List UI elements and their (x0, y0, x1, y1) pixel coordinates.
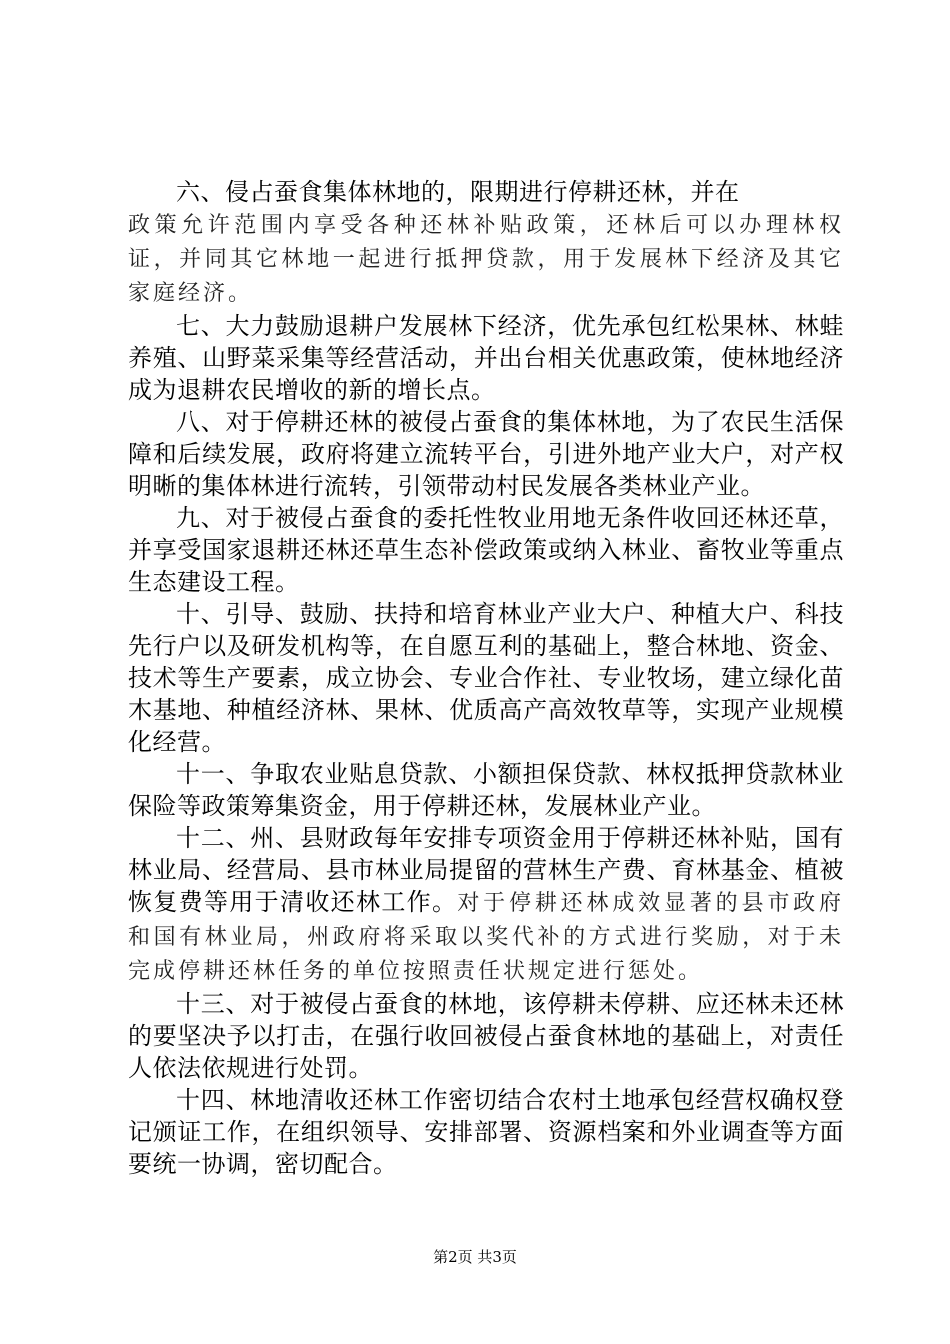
paragraph-9-text: 九、对于被侵占蚕食的委托性牧业用地无条件收回还林还草，并享受国家退耕还林还草生态补偿政策或纳入林业、畜牧业等重点生态建设工程。 (128, 504, 844, 596)
paragraph-10-text: 十、引导、鼓励、扶持和培育林业产业大户、种植大户、科技先行户以及研发机构等，在自愿互利的基础上，整合林地、资金、技术等生产要素，成立协会、专业合作社、专业牧场，建立绿化苗木基地、种植经济林、果林、优质高产高效牧草等，实现产业规模化经营。 (128, 600, 844, 756)
page-number: 第2页 共3页 (433, 1248, 517, 1266)
paragraph-13 (128, 988, 844, 1084)
paragraph-10 (128, 598, 844, 758)
paragraph-14-text: 十四、林地清收还林工作密切结合农村土地承包经营权确权登记颁证工作，在组织领导、安排部署、资源档案和外业调查等方面要统一协调，密切配合。 (128, 1086, 844, 1178)
paragraph-8-text: 八、对于停耕还林的被侵占蚕食的集体林地，为了农民生活保障和后续发展，政府将建立流转平台，引进外地产业大户，对产权明晰的集体林进行流转，引领带动村民发展各类林业产业。 (128, 408, 844, 500)
paragraph-7-text: 七、大力鼓励退耕户发展林下经济，优先承包红松果林、林蛙养殖、山野菜采集等经营活动，并出台相关优惠政策，使林地经济成为退耕农民增收的新的增长点。 (128, 312, 844, 404)
paragraph-9 (128, 502, 844, 598)
paragraph-6 (128, 176, 844, 310)
paragraph-8 (128, 406, 844, 502)
paragraph-11-text: 十一、争取农业贴息贷款、小额担保贷款、林权抵押贷款林业保险等政策筹集资金，用于停耕还林，发展林业产业。 (128, 760, 844, 820)
paragraph-13-text: 十三、对于被侵占蚕食的林地，该停耕未停耕、应还林未还林的要坚决予以打击，在强行收回被侵占蚕食林地的基础上，对责任人依法依规进行处罚。 (128, 990, 844, 1082)
paragraph-6-line-1: 六、侵占蚕食集体林地的，限期进行停耕还林，并在 (176, 178, 740, 206)
paragraph-12 (128, 822, 844, 988)
page-footer (0, 1246, 950, 1267)
paragraph-6-continuation: 政策允许范围内享受各种还林补贴政策，还林后可以办理林权证，并同其它林地一起进行抵押贷款，用于发展林下经济及其它家庭经济。 (128, 213, 844, 306)
paragraph-14 (128, 1084, 844, 1180)
paragraph-7 (128, 310, 844, 406)
paragraph-12-text: 十二、州、县财政每年安排专项资金用于停耕还林补贴，国有林业局、经营局、县市林业局提留的营林生产费、育林基金、植被恢复费等用于清收还林工作。 (128, 824, 844, 916)
paragraph-11 (128, 758, 844, 822)
document-body (128, 176, 844, 1180)
paragraph-12-continuation: 对于停耕还林成效显著的县市政府和国有林业局，州政府将采取以奖代补的方式进行奖励，对于未完成停耕还林任务的单位按照责任状规定进行惩处。 (128, 891, 844, 984)
